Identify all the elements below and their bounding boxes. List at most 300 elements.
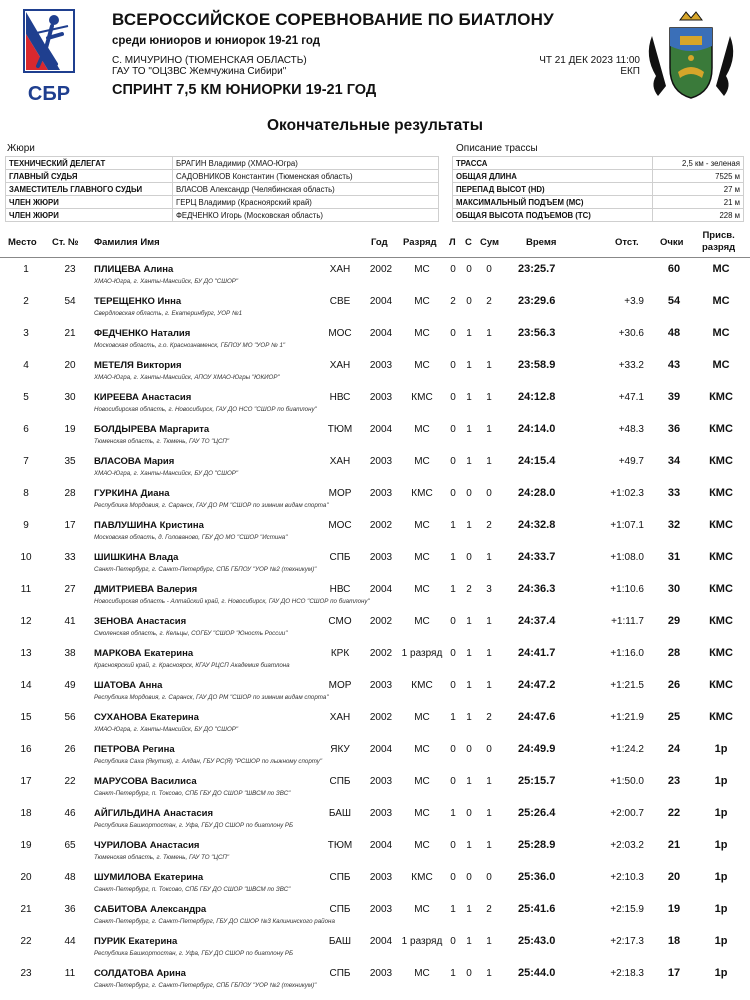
prone-misses: 0: [450, 840, 456, 851]
standing-misses: 1: [466, 520, 472, 531]
region-code: СПБ: [329, 904, 351, 915]
finish-time: 24:15.4: [518, 455, 556, 467]
region-code: МОС: [328, 520, 352, 531]
track-row: [453, 209, 744, 222]
time-gap: +1:11.7: [611, 616, 644, 627]
time-gap: +1:24.2: [610, 744, 644, 755]
points: 19: [667, 903, 681, 915]
total-misses: 1: [486, 360, 492, 371]
standing-misses: 2: [466, 584, 472, 595]
bib: 49: [64, 680, 76, 691]
prone-misses: 1: [450, 520, 456, 531]
total-misses: 1: [486, 936, 492, 947]
athlete-club: Московская область, г.о. Краснознаменск, ГБПОУ МО "УОР № 1": [94, 342, 286, 349]
athlete-club: ХМАО-Югра, г. Ханты-Мансийск, БУ ДО "СШОР": [94, 726, 239, 733]
result-row: [0, 769, 750, 801]
total-misses: 0: [486, 744, 492, 755]
bib: 56: [64, 712, 76, 723]
jury-table: [5, 156, 439, 222]
jury-row: [6, 157, 439, 170]
bib: 28: [64, 488, 76, 499]
region-code: НВС: [329, 392, 351, 403]
points: 43: [667, 359, 681, 371]
document-header: [0, 0, 750, 120]
standing-misses: 1: [466, 712, 472, 723]
birth-year: 2003: [369, 392, 393, 403]
points: 60: [667, 263, 681, 275]
track-value: 2,5 км - зеленая: [652, 157, 743, 170]
sport-rank: МС: [414, 904, 430, 915]
result-row: [0, 289, 750, 321]
place: 10: [20, 552, 32, 563]
birth-year: 2004: [369, 744, 393, 755]
track-row: [453, 183, 744, 196]
time-gap: +1:10.6: [610, 584, 644, 595]
col-s: С: [465, 237, 472, 248]
bib: 23: [64, 264, 76, 275]
results-list: [0, 257, 750, 993]
bib: 33: [64, 552, 76, 563]
athlete-name: ГУРКИНА Диана: [94, 488, 170, 499]
result-row: [0, 833, 750, 865]
total-misses: 2: [486, 904, 492, 915]
place: 4: [23, 360, 29, 371]
bib: 30: [64, 392, 76, 403]
jury-role: ГЛАВНЫЙ СУДЬЯ: [6, 170, 173, 183]
sport-rank: 1 разряд: [401, 648, 443, 659]
finish-time: 23:58.9: [518, 359, 556, 371]
track-label: ОБЩАЯ ВЫСОТА ПОДЪЕМОВ (TC): [453, 209, 653, 222]
total-misses: 0: [486, 872, 492, 883]
awarded-grade: КМС: [709, 487, 733, 499]
birth-year: 2004: [369, 840, 393, 851]
track-label: ПЕРЕПАД ВЫСОТ (HD): [453, 183, 653, 196]
sport-rank: МС: [414, 296, 430, 307]
athlete-club: Московская область, д. Голованово, ГБУ ДО МО "СШОР "Истина": [94, 534, 288, 541]
time-gap: +30.6: [618, 328, 644, 339]
finish-time: 24:33.7: [518, 551, 556, 563]
time-gap: +1:16.0: [610, 648, 644, 659]
time-gap: +33.2: [618, 360, 644, 371]
result-row: [0, 673, 750, 705]
time-gap: +2:17.3: [610, 936, 644, 947]
track-value: 7525 м: [652, 170, 743, 183]
athlete-name: ШАТОВА Анна: [94, 680, 163, 691]
result-row: [0, 545, 750, 577]
result-row: [0, 353, 750, 385]
place: 15: [20, 712, 32, 723]
athlete-club: Республика Саха (Якутия), г. Алдан, ГБУ РС(Я) "РСШОР по лыжному спорту": [94, 758, 323, 765]
prone-misses: 0: [450, 616, 456, 627]
points: 30: [667, 583, 681, 595]
prone-misses: 2: [450, 296, 456, 307]
sport-rank: МС: [414, 584, 430, 595]
athlete-name: МАРКОВА Екатерина: [94, 648, 194, 659]
col-sum: Сум: [480, 237, 500, 248]
bib: 19: [64, 424, 76, 435]
prone-misses: 0: [450, 680, 456, 691]
prone-misses: 0: [450, 648, 456, 659]
standing-misses: 1: [466, 392, 472, 403]
total-misses: 2: [486, 520, 492, 531]
total-misses: 0: [486, 264, 492, 275]
birth-year: 2002: [369, 264, 393, 275]
points: 29: [667, 615, 681, 627]
prone-misses: 0: [450, 328, 456, 339]
event-title: СПРИНТ 7,5 КМ ЮНИОРКИ 19-21 ГОД: [112, 82, 377, 98]
result-row: [0, 417, 750, 449]
results-header-row: [0, 229, 750, 258]
sport-rank: МС: [414, 424, 430, 435]
col-place: Место: [8, 237, 37, 248]
points: 34: [667, 455, 681, 467]
finish-time: 23:29.6: [518, 295, 556, 307]
awarded-grade: МС: [712, 295, 730, 307]
athlete-name: ВЛАСОВА Мария: [94, 456, 175, 467]
athlete-name: КИРЕЕВА Анастасия: [94, 392, 192, 403]
result-row: [0, 641, 750, 673]
total-misses: 0: [486, 488, 492, 499]
track-label: МАКСИМАЛЬНЫЙ ПОДЪЕМ (MC): [453, 196, 653, 209]
standing-misses: 0: [466, 808, 472, 819]
points: 31: [667, 551, 681, 563]
sport-rank: МС: [414, 264, 430, 275]
birth-year: 2002: [369, 712, 393, 723]
finish-time: 24:49.9: [518, 743, 556, 755]
prone-misses: 0: [450, 360, 456, 371]
finish-time: 23:56.3: [518, 327, 556, 339]
sport-rank: КМС: [411, 872, 433, 883]
region-code: КРК: [330, 648, 350, 659]
athlete-club: Санкт-Петербург, г. Санкт-Петербург, СПБ ГБПОУ "УОР №2 (техникум)": [94, 566, 317, 573]
place: 22: [20, 936, 32, 947]
place: 7: [23, 456, 29, 467]
bib: 36: [64, 904, 76, 915]
prone-misses: 0: [450, 488, 456, 499]
result-row: [0, 385, 750, 417]
birth-year: 2004: [369, 328, 393, 339]
jury-member: ВЛАСОВ Александр (Челябинская область): [173, 183, 439, 196]
points: 39: [667, 391, 681, 403]
place: 2: [23, 296, 29, 307]
finish-time: 24:14.0: [518, 423, 556, 435]
place: 12: [20, 616, 32, 627]
athlete-club: Санкт-Петербург, г. Санкт-Петербург, ГБУ ДО СШОР №3 Калининского района: [94, 918, 335, 925]
standing-misses: 0: [466, 264, 472, 275]
region-code: СВЕ: [329, 296, 351, 307]
bib: 48: [64, 872, 76, 883]
sport-rank: МС: [414, 616, 430, 627]
birth-year: 2002: [369, 520, 393, 531]
place: 21: [20, 904, 32, 915]
tyumen-crest: [640, 6, 742, 104]
total-misses: 3: [486, 584, 492, 595]
time-gap: +3.9: [624, 296, 644, 307]
time-gap: +1:21.5: [610, 680, 644, 691]
finish-time: 24:47.6: [518, 711, 556, 723]
time-gap: +1:21.9: [610, 712, 644, 723]
time-gap: +1:02.3: [610, 488, 644, 499]
finish-time: 24:12.8: [518, 391, 556, 403]
results-title: Окончательные результаты: [266, 117, 484, 134]
standing-misses: 1: [466, 424, 472, 435]
region-code: СПБ: [329, 872, 351, 883]
sport-rank: МС: [414, 968, 430, 979]
prone-misses: 1: [450, 904, 456, 915]
athlete-club: Санкт-Петербург, п. Токсово, СПБ ГБУ ДО СШОР "ШВСМ по ЗВС": [94, 886, 291, 893]
sport-rank: МС: [414, 808, 430, 819]
place: 11: [20, 584, 32, 595]
points: 18: [667, 935, 681, 947]
athlete-club: Санкт-Петербург, г. Санкт-Петербург, СПБ ГБПОУ "УОР №2 (техникум)": [94, 982, 317, 989]
result-row: [0, 449, 750, 481]
time-gap: +49.7: [618, 456, 644, 467]
awarded-grade: МС: [712, 327, 730, 339]
finish-time: 25:15.7: [518, 775, 556, 787]
result-row: [0, 961, 750, 993]
sport-rank: МС: [414, 328, 430, 339]
track-heading: Описание трассы: [456, 143, 538, 154]
region-code: МОС: [328, 328, 352, 339]
standing-misses: 1: [466, 456, 472, 467]
awarded-grade: КМС: [709, 455, 733, 467]
athlete-club: Республика Мордовия, г. Саранск, ГАУ ДО РМ "СШОР по зимним видам спорта": [94, 694, 329, 701]
standing-misses: 1: [466, 328, 472, 339]
region-code: БАШ: [328, 936, 352, 947]
total-misses: 1: [486, 616, 492, 627]
col-l: Л: [449, 237, 456, 248]
total-misses: 1: [486, 392, 492, 403]
place: 13: [20, 648, 32, 659]
athlete-name: ШУМИЛОВА Екатерина: [94, 872, 204, 883]
standing-misses: 1: [466, 648, 472, 659]
points: 32: [667, 519, 681, 531]
result-row: [0, 577, 750, 609]
sport-rank: КМС: [411, 680, 433, 691]
prone-misses: 1: [450, 552, 456, 563]
jury-role: ЧЛЕН ЖЮРИ: [6, 209, 173, 222]
birth-year: 2002: [369, 648, 393, 659]
athlete-club: ХМАО-Югра, г. Ханты-Мансийск, АПОУ ХМАО-Югры "ЮКИОР": [94, 374, 280, 381]
place: 6: [23, 424, 29, 435]
result-row: [0, 865, 750, 897]
region-code: СПБ: [329, 968, 351, 979]
finish-time: 24:32.8: [518, 519, 556, 531]
birth-year: 2004: [369, 296, 393, 307]
athlete-name: ЗЕНОВА Анастасия: [94, 616, 187, 627]
awarded-grade: КМС: [709, 551, 733, 563]
awarded-grade: КМС: [709, 583, 733, 595]
result-row: [0, 801, 750, 833]
points: 24: [667, 743, 681, 755]
prone-misses: 1: [450, 808, 456, 819]
birth-year: 2003: [369, 968, 393, 979]
total-misses: 2: [486, 296, 492, 307]
time-gap: +48.3: [618, 424, 644, 435]
track-value: 228 м: [652, 209, 743, 222]
standing-misses: 1: [466, 936, 472, 947]
standing-misses: 0: [466, 488, 472, 499]
prone-misses: 0: [450, 456, 456, 467]
jury-member: САДОВНИКОВ Константин (Тюменская область): [173, 170, 439, 183]
birth-year: 2003: [369, 456, 393, 467]
awarded-grade: КМС: [709, 519, 733, 531]
region-code: ЯКУ: [330, 744, 350, 755]
jury-row: [6, 170, 439, 183]
prone-misses: 0: [450, 872, 456, 883]
birth-year: 2004: [369, 424, 393, 435]
athlete-club: Республика Башкортостан, г. Уфа, ГБУ ДО СШОР по биатлону РБ: [94, 950, 294, 957]
sport-rank: МС: [414, 712, 430, 723]
birth-year: 2003: [369, 904, 393, 915]
jury-row: [6, 196, 439, 209]
athlete-club: ХМАО-Югра, г. Ханты-Мансийск, БУ ДО "СШОР": [94, 470, 239, 477]
prone-misses: 0: [450, 776, 456, 787]
points: 25: [667, 711, 681, 723]
sport-rank: МС: [414, 840, 430, 851]
athlete-club: Санкт-Петербург, п. Токсово, СПБ ГБУ ДО СШОР "ШВСМ по ЗВС": [94, 790, 291, 797]
time-gap: +2:18.3: [610, 968, 644, 979]
athlete-name: БОЛДЫРЕВА Маргарита: [94, 424, 210, 435]
region-code: БАШ: [328, 808, 352, 819]
sport-rank: МС: [414, 520, 430, 531]
athlete-club: Свердловская область, г. Екатеринбург, УОР №1: [94, 310, 243, 317]
birth-year: 2003: [369, 488, 393, 499]
bib: 21: [64, 328, 76, 339]
awarded-grade: 1р: [714, 871, 728, 883]
finish-time: 25:36.0: [518, 871, 556, 883]
bib: 26: [64, 744, 76, 755]
awarded-grade: КМС: [709, 391, 733, 403]
birth-year: 2003: [369, 680, 393, 691]
organizer: ГАУ ТО "ОЦЗВС Жемчужина Сибири": [112, 66, 287, 77]
awarded-grade: 1р: [714, 935, 728, 947]
standing-misses: 1: [466, 360, 472, 371]
birth-year: 2004: [369, 584, 393, 595]
track-table: [452, 156, 744, 222]
total-misses: 1: [486, 808, 492, 819]
standing-misses: 0: [466, 872, 472, 883]
place: 19: [20, 840, 32, 851]
bib: 44: [64, 936, 76, 947]
sport-rank: МС: [414, 456, 430, 467]
region-code: СПБ: [329, 552, 351, 563]
jury-role: ЗАМЕСТИТЕЛЬ ГЛАВНОГО СУДЬИ: [6, 183, 173, 196]
region-code: ТЮМ: [327, 840, 353, 851]
athlete-name: СОЛДАТОВА Арина: [94, 968, 186, 979]
sport-rank: КМС: [411, 488, 433, 499]
athlete-name: ПЕТРОВА Регина: [94, 744, 175, 755]
awarded-grade: 1р: [714, 743, 728, 755]
finish-time: 25:26.4: [518, 807, 556, 819]
bib: 27: [64, 584, 76, 595]
place: 17: [20, 776, 32, 787]
total-misses: 2: [486, 712, 492, 723]
region-code: ХАН: [329, 456, 351, 467]
total-misses: 1: [486, 648, 492, 659]
result-row: [0, 897, 750, 929]
sport-rank: МС: [414, 744, 430, 755]
points: 33: [667, 487, 681, 499]
sport-rank: МС: [414, 776, 430, 787]
bib: 65: [64, 840, 76, 851]
birth-year: 2003: [369, 552, 393, 563]
standing-misses: 0: [466, 552, 472, 563]
region-code: ХАН: [329, 264, 351, 275]
col-rank: Разряд: [403, 237, 437, 248]
timezone: ЕКП: [620, 66, 640, 77]
track-row: [453, 196, 744, 209]
sport-rank: КМС: [411, 392, 433, 403]
col-year: Год: [371, 237, 388, 248]
total-misses: 1: [486, 840, 492, 851]
place: 1: [23, 264, 29, 275]
finish-time: 25:28.9: [518, 839, 556, 851]
logo-text: СБР: [27, 83, 71, 105]
finish-time: 25:44.0: [518, 967, 556, 979]
result-row: [0, 257, 750, 289]
jury-member: ФЕДЧЕНКО Игорь (Московская область): [173, 209, 439, 222]
athlete-club: Республика Мордовия, г. Саранск, ГАУ ДО РМ "СШОР по зимним видам спорта": [94, 502, 329, 509]
result-row: [0, 705, 750, 737]
event-date: ЧТ 21 ДЕК 2023 11:00: [539, 55, 640, 66]
place: 23: [20, 968, 32, 979]
prone-misses: 1: [450, 968, 456, 979]
place: 3: [23, 328, 29, 339]
points: 17: [667, 967, 681, 979]
region-code: СПБ: [329, 776, 351, 787]
points: 22: [667, 807, 681, 819]
athlete-name: СУХАНОВА Екатерина: [94, 712, 199, 723]
athlete-name: ТЕРЕЩЕНКО Инна: [94, 296, 182, 307]
bib: 17: [64, 520, 76, 531]
finish-time: 24:41.7: [518, 647, 556, 659]
points: 54: [667, 295, 681, 307]
result-row: [0, 929, 750, 961]
awarded-grade: КМС: [709, 679, 733, 691]
athlete-name: ПУРИК Екатерина: [94, 936, 178, 947]
finish-time: 23:25.7: [518, 263, 556, 275]
athlete-club: Тюменская область, г. Тюмень, ГАУ ТО "ЦСП": [94, 854, 230, 861]
athlete-name: ДМИТРИЕВА Валерия: [94, 584, 198, 595]
birth-year: 2002: [369, 616, 393, 627]
region-code: СМО: [328, 616, 352, 627]
points: 26: [667, 679, 681, 691]
bib: 22: [64, 776, 76, 787]
region-code: НВС: [329, 584, 351, 595]
awarded-grade: МС: [712, 263, 730, 275]
standing-misses: 1: [466, 840, 472, 851]
athlete-club: Тюменская область, г. Тюмень, ГАУ ТО "ЦСП": [94, 438, 230, 445]
prone-misses: 0: [450, 424, 456, 435]
points: 28: [667, 647, 681, 659]
bib: 41: [64, 616, 76, 627]
jury-role: ЧЛЕН ЖЮРИ: [6, 196, 173, 209]
awarded-grade: 1р: [714, 839, 728, 851]
total-misses: 1: [486, 776, 492, 787]
finish-time: 25:43.0: [518, 935, 556, 947]
awarded-grade: МС: [712, 359, 730, 371]
standing-misses: 1: [466, 616, 472, 627]
jury-role: ТЕХНИЧЕСКИЙ ДЕЛЕГАТ: [6, 157, 173, 170]
finish-time: 24:36.3: [518, 583, 556, 595]
finish-time: 24:28.0: [518, 487, 556, 499]
athlete-club: Красноярский край, г. Красноярск, КГАУ РЦСП Академия биатлона: [94, 662, 290, 669]
bib: 46: [64, 808, 76, 819]
standing-misses: 0: [466, 968, 472, 979]
time-gap: +1:50.0: [610, 776, 644, 787]
prone-misses: 1: [450, 712, 456, 723]
